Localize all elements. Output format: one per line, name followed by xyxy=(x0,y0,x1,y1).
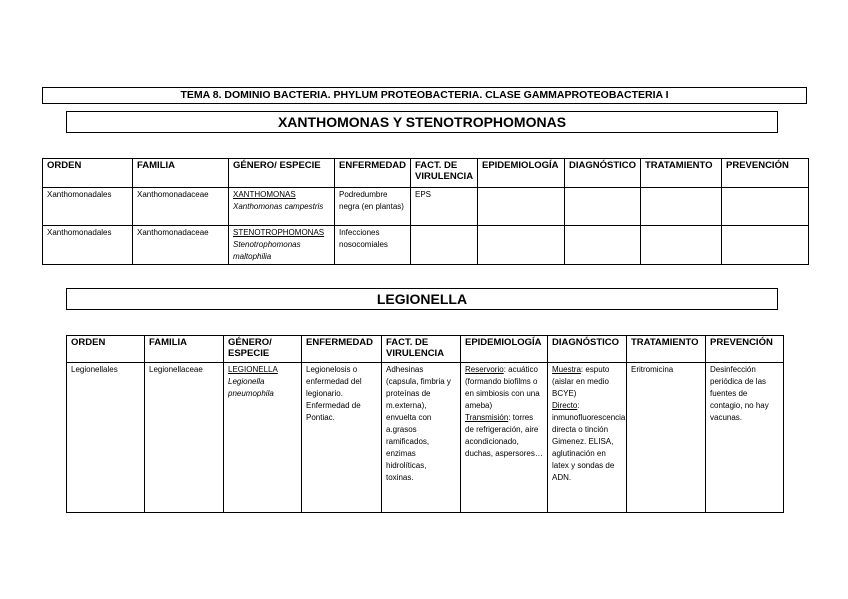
col-header: TRATAMIENTO xyxy=(641,159,722,188)
cell-enfermedad: Infecciones nosocomiales xyxy=(335,226,411,265)
species-name: Stenotrophomonas maltophilia xyxy=(233,240,301,261)
cell-orden: Xanthomonadales xyxy=(43,188,133,226)
cell-virulencia: Adhesinas (capsula, fimbria y proteínas de m.externa), envuelta con a.grasos ramificados, enzimas hidrolíticas, toxinas. xyxy=(382,363,461,513)
directo-label: Directo xyxy=(552,401,578,410)
genus-name: STENOTROPHOMONAS xyxy=(233,228,325,237)
directo-text: : inmunofluorescencia directa o tinción Gimenez. ELISA, aglutinación en latex y sondas de ADN. xyxy=(552,401,626,482)
cell-genero xyxy=(229,226,335,265)
cell-diagnostico xyxy=(565,188,641,226)
cell-tratamiento: Eritromicina xyxy=(627,363,706,513)
transmision-text: : torres de refrigeración, aire acondicionado, duchas, aspersores… xyxy=(465,413,543,458)
legionella-table xyxy=(66,335,784,513)
col-header: GÉNERO/ ESPECIE xyxy=(229,159,335,188)
col-header: DIAGNÓSTICO xyxy=(565,159,641,188)
xanthomonas-table xyxy=(42,158,809,265)
cell-genero xyxy=(229,188,335,226)
species-name: Legionella pneumophila xyxy=(228,377,274,398)
species-name: Xanthomonas campestris xyxy=(233,202,324,211)
cell-epidemiologia xyxy=(478,188,565,226)
genus-name: XANTHOMONAS xyxy=(233,190,296,199)
cell-orden: Xanthomonadales xyxy=(43,226,133,265)
col-header: PREVENCIÓN xyxy=(722,159,809,188)
cell-virulencia: EPS xyxy=(411,188,478,226)
genus-name: LEGIONELLA xyxy=(228,365,278,374)
reservorio-text: : acuático (formando biofilms o en simbiosis con una ameba) xyxy=(465,365,540,410)
cell-virulencia xyxy=(411,226,478,265)
page-header: TEMA 8. DOMINIO BACTERIA. PHYLUM PROTEOBACTERIA. CLASE GAMMAPROTEOBACTERIA I xyxy=(42,87,807,104)
col-header: ORDEN xyxy=(43,159,133,188)
transmision-label: Transmisión xyxy=(465,413,509,422)
cell-diagnostico xyxy=(548,363,627,513)
col-header: FAMILIA xyxy=(133,159,229,188)
cell-tratamiento xyxy=(641,188,722,226)
col-header: ENFERMEDAD xyxy=(302,336,382,363)
col-header: ORDEN xyxy=(67,336,145,363)
cell-genero xyxy=(224,363,302,513)
col-header: FAMILIA xyxy=(145,336,224,363)
cell-orden: Legionellales xyxy=(67,363,145,513)
col-header: EPIDEMIOLOGÍA xyxy=(461,336,548,363)
section-title-legionella: LEGIONELLA xyxy=(66,288,778,310)
cell-familia: Legionellaceae xyxy=(145,363,224,513)
col-header: FACT. DE VIRULENCIA xyxy=(382,336,461,363)
col-header: FACT. DE VIRULENCIA xyxy=(411,159,478,188)
cell-familia: Xanthomonadaceae xyxy=(133,188,229,226)
table-header-row xyxy=(43,159,809,188)
table-header-row xyxy=(67,336,784,363)
table-row xyxy=(43,226,809,265)
cell-enfermedad: Podredumbre negra (en plantas) xyxy=(335,188,411,226)
col-header: TRATAMIENTO xyxy=(627,336,706,363)
cell-enfermedad: Legionelosis o enfermedad del legionario. Enfermedad de Pontiac. xyxy=(302,363,382,513)
col-header: DIAGNÓSTICO xyxy=(548,336,627,363)
reservorio-label: Reservorio xyxy=(465,365,504,374)
col-header: EPIDEMIOLOGÍA xyxy=(478,159,565,188)
muestra-text: : esputo (aislar en medio BCYE) xyxy=(552,365,610,398)
col-header: PREVENCIÓN xyxy=(706,336,784,363)
cell-diagnostico xyxy=(565,226,641,265)
cell-prevencion xyxy=(722,188,809,226)
muestra-label: Muestra xyxy=(552,365,581,374)
cell-prevencion: Desinfección periódica de las fuentes de contagio, no hay vacunas. xyxy=(706,363,784,513)
cell-epidemiologia xyxy=(461,363,548,513)
table-row xyxy=(43,188,809,226)
col-header: GÉNERO/ ESPECIE xyxy=(224,336,302,363)
cell-familia: Xanthomonadaceae xyxy=(133,226,229,265)
col-header: ENFERMEDAD xyxy=(335,159,411,188)
cell-tratamiento xyxy=(641,226,722,265)
table-row xyxy=(67,363,784,513)
cell-prevencion xyxy=(722,226,809,265)
section-title-xanthomonas: XANTHOMONAS Y STENOTROPHOMONAS xyxy=(66,111,778,133)
cell-epidemiologia xyxy=(478,226,565,265)
